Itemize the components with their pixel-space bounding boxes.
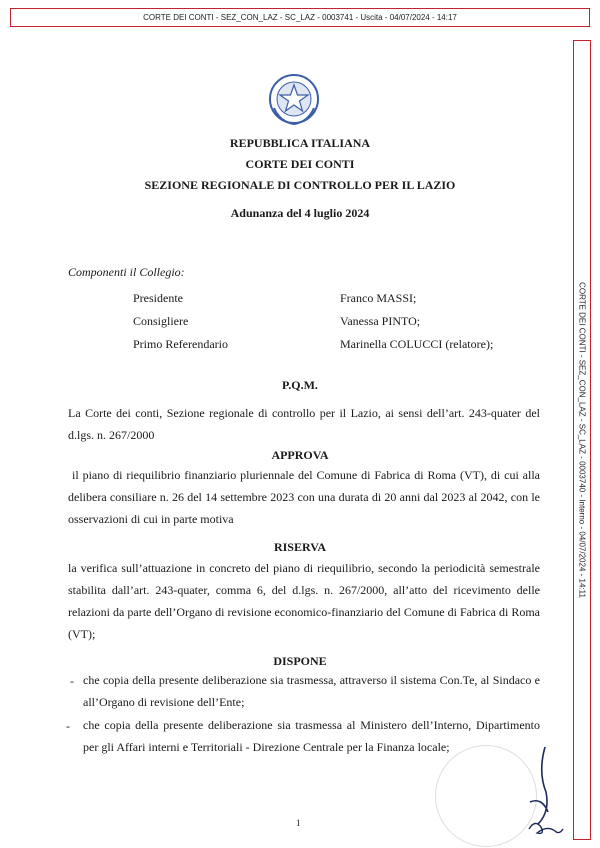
approva-heading: APPROVA xyxy=(271,448,329,462)
intro-paragraph: La Corte dei conti, Sezione regionale di controllo per il Lazio, ai sensi dell’art. 243-quater del d.lgs. n. 267/2000 xyxy=(68,406,540,442)
pqm-heading: P.Q.M. xyxy=(282,378,318,392)
approva-paragraph: il piano di riequilibrio finanziario pluriennale del Comune di Fabrica di Roma (VT), di cui alla delibera consiliare n. 26 del 14 settembre 2023 con una durata di 20 anni dal 2023 al 2042, con le osservazioni di cui in parte motiva xyxy=(68,468,540,526)
italian-republic-emblem-icon xyxy=(266,72,322,128)
list-bullet: - xyxy=(70,674,74,688)
meeting-date: Adunanza del 4 luglio 2024 xyxy=(230,206,370,220)
protocol-stamp-side-text: CORTE DEI CONTI - SEZ_CON_LAZ - SC_LAZ - 0003740 - Interno - 04/07/2024 - 14:11 xyxy=(577,282,587,598)
header-republic: REPUBBLICA ITALIANA xyxy=(229,136,371,150)
list-bullet: - xyxy=(66,719,70,733)
header-section: SEZIONE REGIONALE DI CONTROLLO PER IL LAZIO xyxy=(144,178,456,192)
member-name: Vanessa PINTO; xyxy=(340,314,421,328)
initials-icon xyxy=(525,815,565,840)
member-name: Marinella COLUCCI (relatore); xyxy=(340,337,494,351)
member-role: Consigliere xyxy=(133,314,189,328)
dispone-item: che copia della presente deliberazione sia trasmessa, attraverso il sistema Con.Te, al Sindaco e all’Organo di revisione dell’Ente; xyxy=(83,673,540,709)
page-number: 1 xyxy=(296,818,301,828)
protocol-stamp-top: CORTE DEI CONTI - SEZ_CON_LAZ - SC_LAZ - 0003741 - Uscita - 04/07/2024 - 14:17 xyxy=(10,8,590,27)
riserva-heading: RISERVA xyxy=(273,540,327,554)
collegio-label: Componenti il Collegio: xyxy=(68,265,185,279)
dispone-heading: DISPONE xyxy=(273,654,327,668)
header-court: CORTE DEI CONTI xyxy=(245,157,355,171)
protocol-stamp-side xyxy=(573,40,591,840)
riserva-paragraph: la verifica sull’attuazione in concreto del piano di riequilibrio, secondo la periodicità semestrale stabilita dall’art. 243-quater, comma 6, del d.lgs. n. 267/2000, all’atto del ricevimento delle relazioni da parte dell’Organo di revisione economico-finanziario del Comune di Fabrica di Roma (VT); xyxy=(68,561,540,641)
member-role: Presidente xyxy=(133,291,183,305)
dispone-item: che copia della presente deliberazione sia trasmessa al Ministero dell’Interno, Dipartimento per gli Affari interni e Territoriali - Direzione Centrale per la Finanza locale; xyxy=(83,718,540,754)
member-name: Franco MASSI; xyxy=(340,291,417,305)
member-role: Primo Referendario xyxy=(133,337,228,351)
